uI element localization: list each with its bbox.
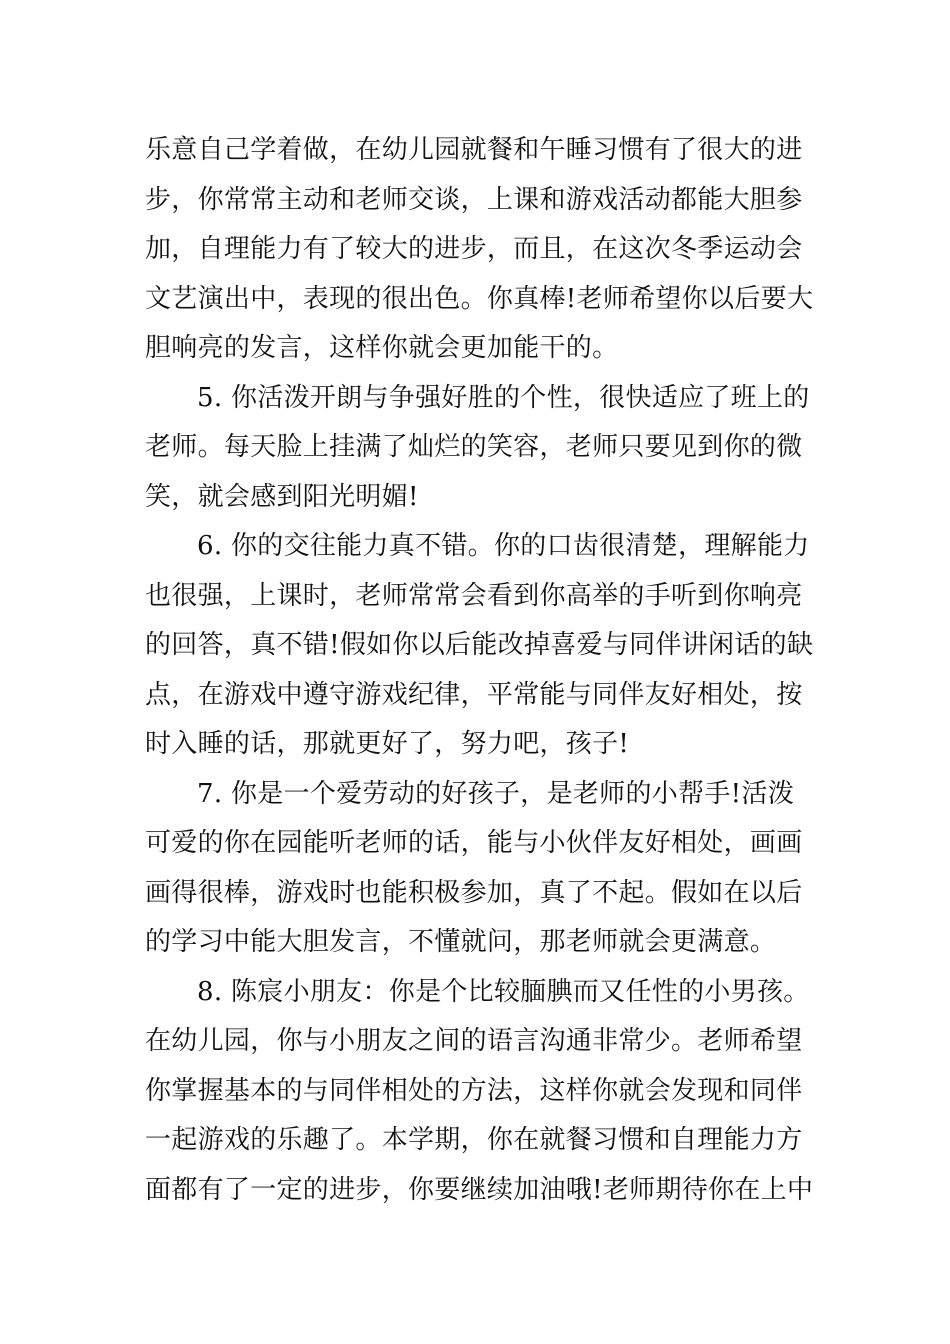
document-body	[145, 126, 814, 1215]
paragraph-6-start: 6. 你的交往能力真不错。你的口齿很清楚，理解能力	[197, 531, 810, 561]
text-line: 你掌握基本的与同伴相处的方法，这样你就会发现和同伴	[145, 1075, 803, 1106]
text-line: 的学习中能大胆发言，不懂就问，那老师就会更满意。	[145, 927, 777, 957]
text-line: 老师。每天脸上挂满了灿烂的笑容，老师只要见到你的微	[145, 432, 803, 462]
text-line: 步，你常常主动和老师交谈，上课和游戏活动都能大胆参	[145, 184, 803, 215]
text-line: 一起游戏的乐趣了。本学期，你在就餐习惯和自理能力方	[145, 1125, 803, 1155]
text-line: 胆响亮的发言，这样你就会更加能干的。	[145, 333, 619, 363]
text-line: 画得很棒，游戏时也能积极参加，真了不起。假如在以后	[145, 877, 803, 908]
paragraph-5-start: 5. 你活泼开朗与争强好胜的个性，很快适应了班上的	[197, 382, 810, 413]
text-line: 也很强，上课时，老师常常会看到你高举的手听到你响亮	[145, 580, 803, 611]
text-line: 点，在游戏中遵守游戏纪律，平常能与同伴友好相处，按	[145, 679, 803, 710]
text-line: 可爱的你在园能听老师的话，能与小伙伴友好相处，画画	[145, 828, 803, 858]
text-line: 文艺演出中，表现的很出色。你真棒!老师希望你以后要大	[145, 283, 814, 314]
paragraph-7-start: 7. 你是一个爱劳动的好孩子，是老师的小帮手!活泼	[197, 778, 795, 809]
text-line: 在幼儿园，你与小朋友之间的语言沟通非常少。老师希望	[145, 1026, 803, 1056]
paragraph-8-start: 8. 陈宸小朋友：你是个比较腼腆而又任性的小男孩。	[197, 976, 810, 1007]
text-line: 笑，就会感到阳光明媚!	[145, 481, 419, 512]
text-line: 时入睡的话，那就更好了，努力吧，孩子!	[145, 729, 630, 759]
text-line: 面都有了一定的进步，你要继续加油哦!老师期待你在上中	[145, 1174, 814, 1205]
text-line: 加，自理能力有了较大的进步，而且，在这次冬季运动会	[145, 234, 803, 264]
text-line: 的回答，真不错!假如你以后能改掉喜爱与同伴讲闲话的缺	[145, 630, 814, 660]
text-line: 乐意自己学着做，在幼儿园就餐和午睡习惯有了很大的进	[145, 135, 803, 165]
